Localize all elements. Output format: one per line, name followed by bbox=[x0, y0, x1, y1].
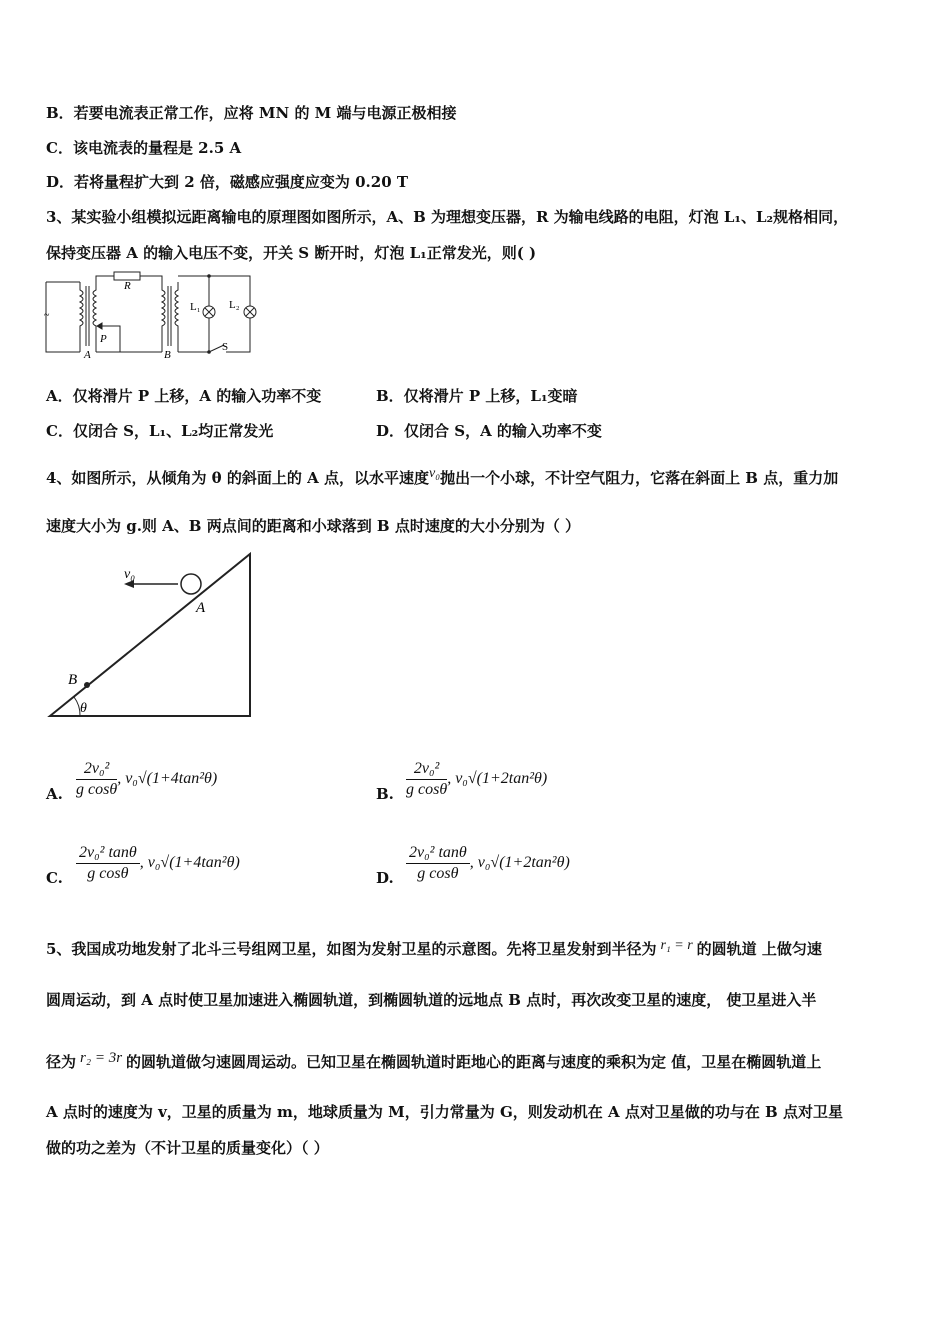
q4-option-c-den: g cosθ bbox=[87, 865, 129, 882]
label-a: A bbox=[84, 349, 91, 360]
q4-stem-line1 bbox=[46, 466, 838, 488]
q2-option-b: B．若要电流表正常工作，应将 MN 的 M 端与电源正极相接 bbox=[46, 104, 457, 122]
q4-option-a-tail: , v₀√(1+4tan²θ) bbox=[117, 770, 218, 788]
q4-option-d-label: D. bbox=[376, 869, 394, 887]
q4-option-b-expr bbox=[406, 760, 547, 799]
label-point-b: B bbox=[68, 672, 78, 688]
q3-stem-line1: 3、某实验小组模拟远距离输电的原理图如图所示，A、B 为理想变压器，R 为输电线路的电阻，灯泡 L₁、L₂规格相同， bbox=[46, 208, 849, 226]
q4-stem-line1-a: 4、如图所示，从倾角为 θ 的斜面上的 A 点，以水平速度 bbox=[46, 469, 429, 487]
q5-line2: 圆周运动，到 A 点时使卫星加速进入椭圆轨道，到椭圆轨道的远地点 B 点时，再次改变卫星的速度， 使卫星进入半 bbox=[46, 991, 817, 1009]
q4-incline-figure bbox=[44, 548, 259, 723]
q4-option-b-label: B. bbox=[376, 785, 394, 803]
q3-option-a: A．仅将滑片 P 上移，A 的输入功率不变 bbox=[46, 387, 322, 405]
label-b: B bbox=[164, 349, 171, 360]
q4-option-b-num: 2v₀² bbox=[406, 760, 447, 780]
q4-stem-line2: 速度大小为 g.则 A、B 两点间的距离和小球落到 B 点时速度的大小分别为（ ） bbox=[46, 517, 581, 535]
q2-option-d: D．若将量程扩大到 2 倍，磁感应强度应变为 0.20 T bbox=[46, 173, 409, 191]
q3-circuit-figure bbox=[44, 270, 264, 360]
q2-option-c: C．该电流表的量程是 2.5 A bbox=[46, 139, 242, 157]
q4-option-c-expr bbox=[76, 844, 240, 883]
q5-line3-a: 径为 bbox=[46, 1053, 77, 1071]
label-l2: L₂ bbox=[229, 299, 240, 311]
q4-option-c-label: C. bbox=[46, 869, 63, 887]
q5-line1-b: 的圆轨道 上做匀速 bbox=[696, 940, 822, 958]
label-point-a: A bbox=[196, 600, 206, 616]
label-p: P bbox=[100, 333, 107, 345]
q4-option-c-tail: , v₀√(1+4tan²θ) bbox=[139, 854, 240, 872]
q4-option-a-num: 2v₀² bbox=[76, 760, 117, 780]
label-r: R bbox=[124, 280, 131, 292]
q5-line5: 做的功之差为（不计卫星的质量变化）（ ） bbox=[46, 1139, 329, 1157]
label-s: S bbox=[222, 341, 229, 353]
q4-option-c-num: 2v₀² tanθ bbox=[76, 844, 140, 864]
q4-option-a-label: A. bbox=[46, 785, 63, 803]
q4-option-d-num: 2v₀² tanθ bbox=[406, 844, 470, 864]
q3-stem-line2: 保持变压器 A 的输入电压不变，开关 S 断开时，灯泡 L₁正常发光，则( ) bbox=[46, 244, 537, 262]
q5-r2: r₂ = 3r bbox=[80, 1050, 123, 1066]
q4-option-d-tail: , v₀√(1+2tan²θ) bbox=[469, 854, 570, 872]
q5-line1-a: 5、我国成功地发射了北斗三号组网卫星，如图为发射卫星的示意图。先将卫星发射到半径为 bbox=[46, 940, 657, 958]
q4-option-b-tail: , v₀√(1+2tan²θ) bbox=[447, 770, 548, 788]
q5-r1: r₁ = r bbox=[660, 938, 693, 953]
label-v0: v₀ bbox=[124, 567, 136, 582]
q4-option-a-expr bbox=[76, 760, 217, 799]
ac-source-symbol: ~ bbox=[44, 310, 50, 321]
q4-option-b-den: g cosθ bbox=[406, 781, 448, 798]
q4-v0-inline: v₀ bbox=[428, 466, 441, 481]
q4-option-d-den: g cosθ bbox=[417, 865, 459, 882]
q5-line3-b: 的圆轨道做匀速圆周运动。已知卫星在椭圆轨道时距地心的距离与速度的乘积为定 值，卫星在椭圆轨道上 bbox=[126, 1053, 822, 1071]
q3-option-b: B．仅将滑片 P 上移，L₁变暗 bbox=[376, 387, 578, 405]
q5-line1 bbox=[46, 938, 822, 959]
label-l1: L₁ bbox=[190, 301, 201, 313]
label-theta: θ bbox=[80, 701, 87, 716]
q3-option-d: D．仅闭合 S，A 的输入功率不变 bbox=[376, 422, 602, 440]
q3-option-c: C．仅闭合 S，L₁、L₂均正常发光 bbox=[46, 422, 274, 440]
q4-option-d-expr bbox=[406, 844, 570, 883]
q5-line4: A 点时的速度为 v，卫星的质量为 m，地球质量为 M，引力常量为 G，则发动机在 A 点对卫星做的功与在 B 点对卫星 bbox=[46, 1103, 843, 1121]
q4-option-a-den: g cosθ bbox=[76, 781, 118, 798]
q4-stem-line1-b: 抛出一个小球，不计空气阻力，它落在斜面上 B 点，重力加 bbox=[440, 469, 839, 487]
q5-line3 bbox=[46, 1050, 821, 1072]
